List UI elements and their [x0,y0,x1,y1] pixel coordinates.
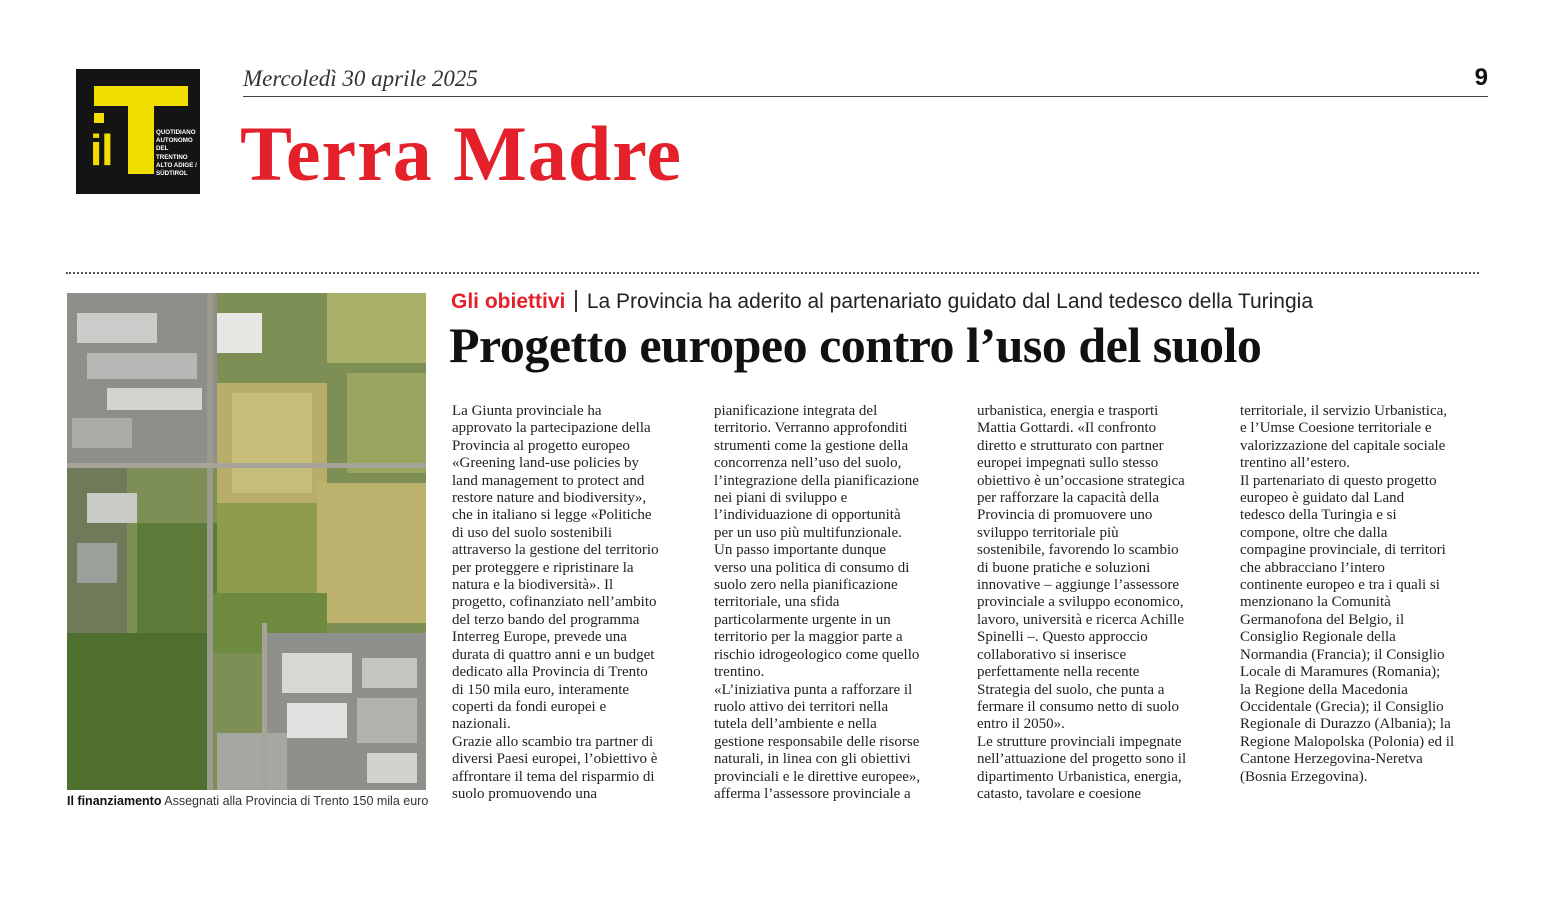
article-text-line: Provincia al progetto europeo [452,437,630,454]
article-text-line: Regionale di Durazzo (Albania); la [1240,716,1451,733]
article-text-line: nell’attuazione del progetto sono il [977,751,1187,768]
article-text-line: per proteggere e ripristinare la [452,559,634,576]
article-text-line: Il partenariato di questo progetto [1240,472,1437,489]
header-divider [243,96,1488,97]
article-text-line: Interreg Europe, prevede una [452,629,627,646]
article-text-line: perfettamente nella recente [977,664,1140,681]
article-text-line: (Bosnia Erzegovina). [1240,768,1368,785]
article-text-line: che in italiano si legge «Politiche [452,507,652,524]
article-text-line: «L’iniziativa punta a rafforzare il [714,681,913,698]
article-text-line: Mattia Gottardi. «Il confronto [977,420,1157,437]
article-text-line: Cantone Herzegovina-Neretva [1240,751,1423,768]
logo-tagline-line: SÜDTIROL [156,170,188,178]
aerial-photo [67,293,426,790]
article-text-line: diretto e strutturato con partner [977,437,1164,454]
page-number: 9 [1474,64,1488,91]
article-text-line: Strategia del suolo, che punta a [977,681,1165,698]
article-column-2 [714,403,956,803]
article-text-line: La Giunta provinciale ha [452,403,602,419]
article-text-line: per un uso più multifunzionale. [714,524,902,541]
issue-date: Mercoledì 30 aprile 2025 [243,66,478,91]
article-column-4 [1240,403,1484,786]
newspaper-logo [76,69,200,194]
article-text-line: dedicato alla Provincia di Trento [452,664,648,681]
article-text-line: tutela dell’ambiente e nella [714,716,877,733]
article-text-line: naturali, in linea con gli obiettivi [714,751,911,768]
article-text-line: affrontare il tema del risparmio di [452,768,655,785]
article-text-line: concorrenza nell’uso del suolo, [714,455,902,472]
caption-text: Assegnati alla Provincia di Trento 150 mila euro [164,794,429,808]
article-text-line: rischio idrogeologico come quello [714,646,920,663]
article-text-line: e l’Umse Coesione territoriale e [1240,420,1432,437]
article-text-line: collaborativo si inserisce [977,646,1127,663]
article-text-line: land management to protect and [452,472,645,489]
article-text-line: l’individuazione di opportunità [714,507,901,524]
kicker-label: Gli obiettivi [451,290,566,313]
article-column-3 [977,403,1221,803]
article-text-line: per rafforzare la capacità della [977,490,1160,507]
article-text-line: verso una politica di consumo di [714,559,910,576]
article-text-line: restore nature and biodiversity», [452,490,647,507]
article-text-line: europei impegnati sullo stesso [977,455,1159,472]
article-text-line: progetto, cofinanziato nell’ambito [452,594,657,611]
article-text-line: fermare il consumo netto di suolo [977,698,1180,715]
article-text-line: Locale di Maramures (Romania); [1240,664,1441,681]
article-text-line: ruolo attivo dei territori nella [714,698,889,715]
article-text-line: suolo promuovendo una [452,785,597,802]
logo-tagline-line: ALTO ADIGE / [156,161,197,169]
article-kicker [451,290,1313,314]
logo-t-stem [128,106,154,174]
article-text-line: di uso del suolo sostenibili [452,524,613,541]
article-text-line: innovative – aggiunge l’assessore [977,577,1180,594]
article-text-line: nazionali. [452,716,511,733]
kicker-text: La Provincia ha aderito al partenariato guidato dal Land tedesco della Turingia [586,290,1314,313]
article-text-line: Grazie allo scambio tra partner di [452,733,654,750]
logo-t-bar [94,86,188,106]
article-text-line: Normandia (Francia); il Consiglio [1240,646,1445,663]
article-text-line: Un passo importante dunque [714,542,887,559]
article-text-line: del terzo bando del programma [452,611,640,628]
article-text-line: di 150 mila euro, interamente [452,681,630,698]
article-text-line: nei piani di sviluppo e [714,490,848,507]
article-text-line: catasto, tavolare e coesione [977,785,1142,802]
article-text-line: coperti da fondi europei e [452,698,607,715]
photo-caption [67,794,428,808]
article-text-line: territorio per la maggior parte a [714,629,903,646]
caption-label: Il finanziamento [67,794,162,808]
article-text-line: Consiglio Regionale della [1240,629,1396,646]
article-text-line: che abbracciano l’intero [1240,559,1385,576]
article-text-line: lavoro, università e ricerca Achille [977,611,1184,628]
article-text-line: compone, oltre che dalla [1240,524,1388,541]
logo-letters: il [90,126,113,175]
article-text-line: obiettivo è un’occasione strategica [977,472,1185,489]
article-text-line: provinciali e le direttive europee», [714,768,921,785]
article-text-line: dipartimento Urbanistica, energia, [977,768,1182,785]
article-text-line: menzionano la Comunità [1240,594,1391,611]
article-text-line: trentino. [714,664,765,681]
article-text-line: pianificazione integrata del [714,403,878,419]
article-text-line: la Regione della Macedonia [1240,681,1408,698]
article-text-line: sostenibile, favorendo lo scambio [977,542,1179,559]
article-column-1 [452,403,692,803]
article-text-line: diversi Paesi europei, l’obiettivo è [452,751,658,768]
article-text-line: natura e la biodiversità». Il [452,577,614,594]
logo-i-dot [94,113,104,123]
article-text-line: europeo è guidato dal Land [1240,490,1405,507]
article-text-line: durata di quattro anni e un budget [452,646,655,663]
article-text-line: Spinelli –. Questo approccio [977,629,1148,646]
article-text-line: afferma l’assessore provinciale a [714,785,911,802]
article-text-line: compagine provinciale, di territori [1240,542,1446,559]
article-text-line: l’integrazione della pianificazione [714,472,919,489]
article-text-line: provinciale a sviluppo economico, [977,594,1184,611]
article-text-line: valorizzazione del capitale sociale [1240,437,1446,454]
article-text-line: strumenti come la gestione della [714,437,909,454]
logo-tagline [156,129,200,178]
section-title: Terra Madre [240,110,683,197]
article-text-line: territoriale, una sfida [714,594,840,611]
logo-tagline-line: AUTONOMO [156,137,193,145]
article-text-line: gestione responsabile delle risorse [714,733,920,750]
article-text-line: territorio. Verranno approfonditi [714,420,908,437]
article-text-line: sviluppo territoriale più [977,524,1119,541]
article-text-line: tedesco della Turingia e si [1240,507,1397,524]
article-text-line: Germanofona del Belgio, il [1240,611,1405,628]
article-text-line: Occidentale (Grecia); il Consiglio [1240,698,1444,715]
logo-tagline-line: DEL TRENTINO [156,145,188,161]
article-text-line: Le strutture provinciali impegnate [977,733,1182,750]
article-text-line: attraverso la gestione del territorio [452,542,659,559]
article-text-line: entro il 2050». [977,716,1065,733]
logo-tagline-line: QUOTIDIANO [156,129,196,136]
article-text-line: continente europeo e tra i quali si [1240,577,1440,594]
article-text-line: suolo zero nella pianificazione [714,577,898,594]
article-text-line: trentino all’estero. [1240,455,1350,472]
article-text-line: di buone pratiche e soluzioni [977,559,1151,576]
article-text-line: approvato la partecipazione della [452,420,651,437]
article-text-line: particolarmente urgente in un [714,611,891,628]
article-text-line: Provincia di promuovere uno [977,507,1153,524]
dotted-divider [66,272,1479,274]
article-text-line: territoriale, il servizio Urbanistica, [1240,403,1448,419]
article-text-line: urbanistica, energia e trasporti [977,403,1159,419]
article-text-line: Regione Malopolska (Polonia) ed il [1240,733,1455,750]
article-headline: Progetto europeo contro l’uso del suolo [449,317,1262,373]
kicker-separator [575,290,577,312]
article-text-line: «Greening land-use policies by [452,455,640,472]
